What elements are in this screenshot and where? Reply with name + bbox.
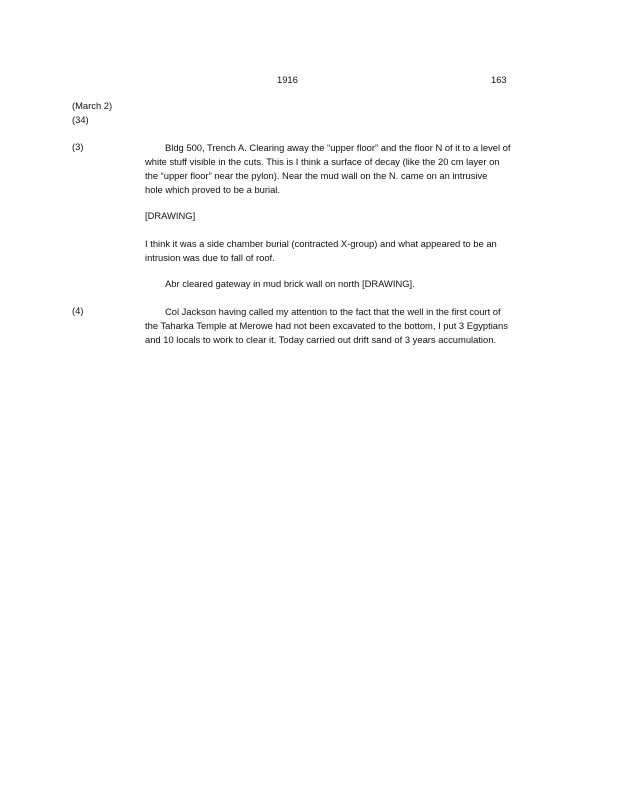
header-year: 1916 — [277, 74, 298, 85]
entry-3-paragraph-2 — [145, 237, 560, 265]
text-line: hole which proved to be a burial. — [145, 184, 280, 195]
drawing-placeholder: [DRAWING] — [145, 210, 196, 221]
text-line: white stuff visible in the cuts. This is I think a surface of decay (like the 20 cm layer on — [145, 156, 500, 167]
entry-3-paragraph-3 — [145, 277, 560, 291]
margin-date: (March 2) — [72, 100, 113, 111]
text-line: Col Jackson having called my attention to the fact that the well in the first court of — [165, 306, 501, 317]
entry-4-paragraph-1 — [145, 305, 560, 347]
text-line: the “upper floor” near the pylon). Near the mud wall on the N. came on an intrusive — [145, 170, 488, 181]
page-number: 163 — [491, 74, 507, 85]
text-line: Bldg 500, Trench A. Clearing away the “upper floor” and the floor N of it to a level of — [165, 142, 511, 153]
text-line: intrusion was due to fall of roof. — [145, 252, 275, 263]
margin-day-34: (34) — [72, 114, 89, 125]
entry-3-paragraph-1 — [145, 141, 560, 197]
entry-3-drawing-note — [145, 209, 560, 223]
text-line: I think it was a side chamber burial (contracted X-group) and what appeared to be an — [145, 238, 497, 249]
text-line: the Taharka Temple at Merowe had not been excavated to the bottom, I put 3 Egyptians — [145, 320, 508, 331]
margin-day-4: (4) — [72, 305, 84, 316]
margin-day-3: (3) — [72, 141, 84, 152]
text-line: Abr cleared gateway in mud brick wall on north [DRAWING]. — [165, 278, 415, 289]
text-line: and 10 locals to work to clear it. Today carried out drift sand of 3 years accumulation. — [145, 334, 497, 345]
